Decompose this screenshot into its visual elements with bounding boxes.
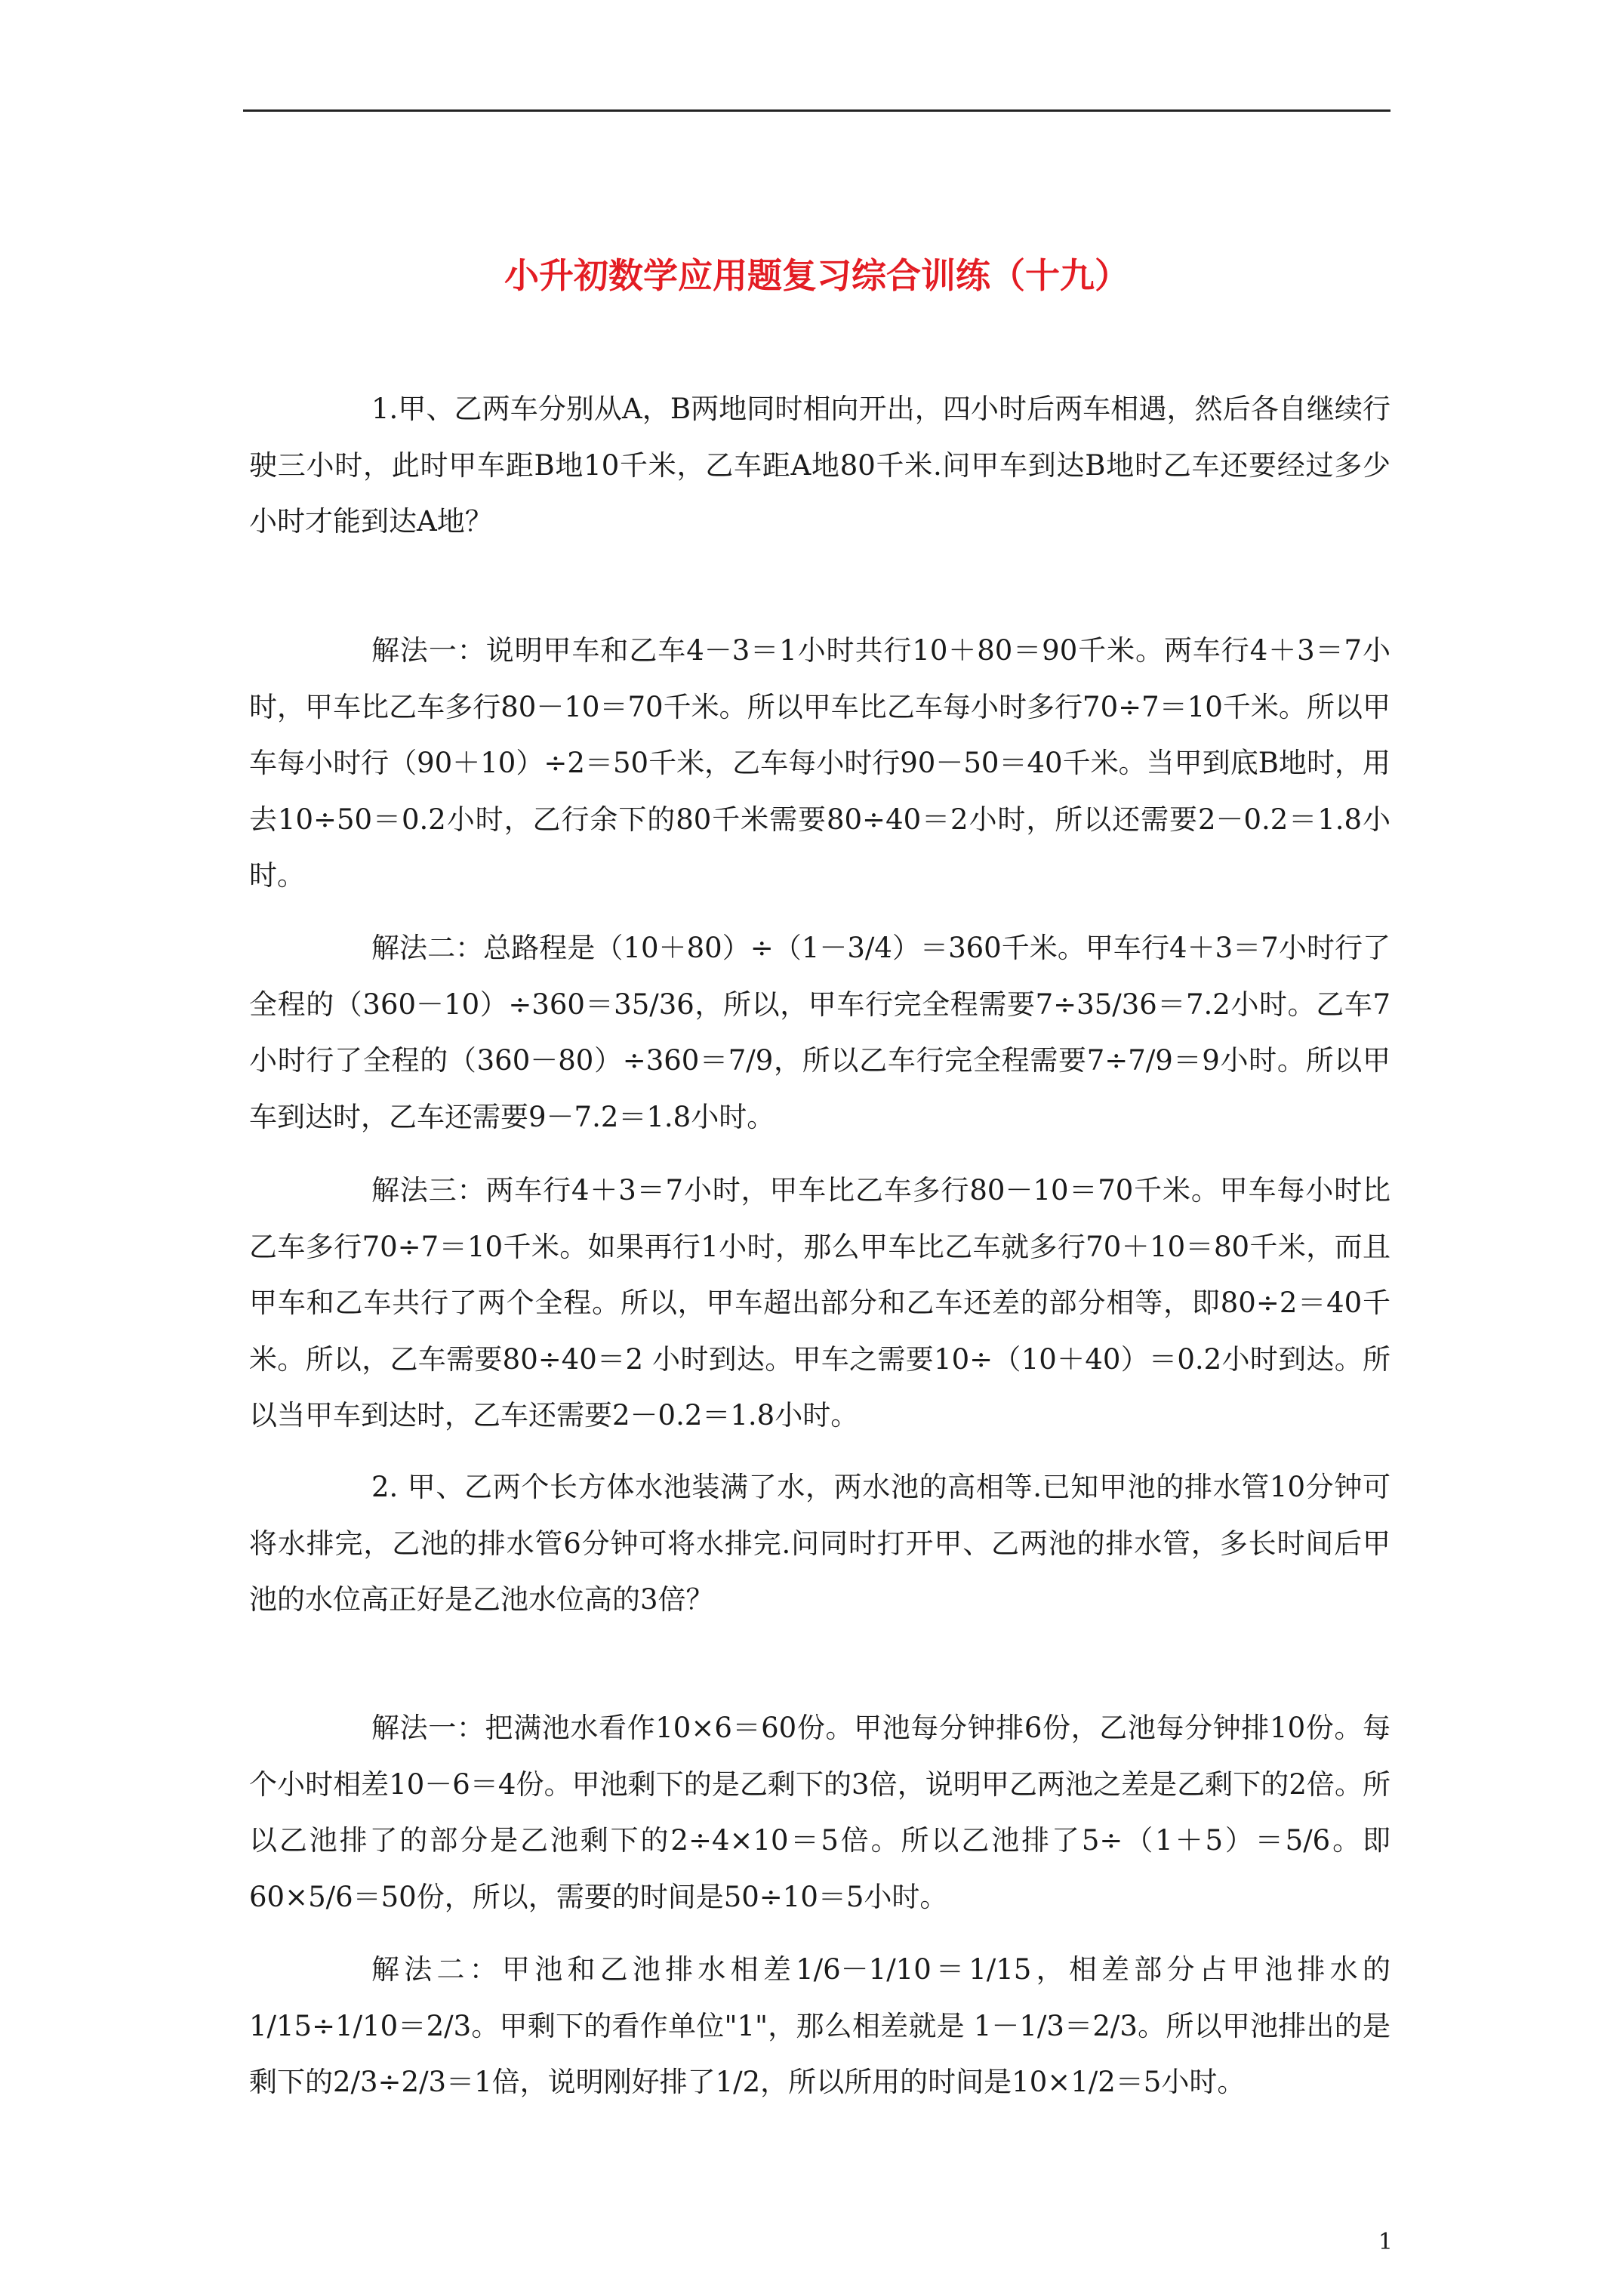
problem-1-text: 1.甲、乙两车分别从A，B两地同时相向开出，四小时后两车相遇，然后各自继续行驶三小时，此时甲车距B地10千米，乙车距A地80千米.问甲车到达B地时乙车还要经过多少小时才能到达A地？ — [249, 393, 1390, 538]
problem-1-solution-2: 解法二：总路程是（10＋80）÷（1－3/4）＝360千米。甲车行4＋3＝7小时行了全程的（360－10）÷360＝35/36，所以，甲车行完全程需要7÷35/36＝7.2小时。乙车7小时行了全程的（360－80）÷360＝7/9，所以乙车行完全程需要7÷7/9＝9小时。所以甲车到达时，乙车还需要9－7.2＝1.8小时。 — [249, 932, 1390, 1133]
problem-2-solution-1: 解法一：把满池水看作10×6＝60份。甲池每分钟排6份，乙池每分钟排10份。每个小时相差10－6＝4份。甲池剩下的是乙剩下的3倍，说明甲乙两池之差是乙剩下的2倍。所以乙池排了的部分是乙池剩下的2÷4×10＝5倍。所以乙池排了5÷（1＋5）＝5/6。即60×5/6＝50份，所以，需要的时间是50÷10＝5小时。 — [249, 1712, 1390, 1913]
problem-2-text: 2. 甲、乙两个长方体水池装满了水，两水池的高相等.已知甲池的排水管10分钟可将水排完，乙池的排水管6分钟可将水排完.问同时打开甲、乙两池的排水管，多长时间后甲池的水位高正好是乙池水位高的3倍？ — [249, 1471, 1390, 1616]
problem-1-solution-3: 解法三：两车行4＋3＝7小时，甲车比乙车多行80－10＝70千米。甲车每小时比乙车多行70÷7＝10千米。如果再行1小时，那么甲车比乙车就多行70＋10＝80千米，而且甲车和乙车共行了两个全程。所以，甲车超出部分和乙车还差的部分相等，即80÷2＝40千米。所以，乙车需要80÷40＝2 小时到达。甲车之需要10÷（10＋40）＝0.2小时到达。所以当甲车到达时，乙车还需要2－0.2＝1.8小时。 — [249, 1174, 1390, 1432]
header-rule — [243, 109, 1390, 112]
problem-2-solution-2: 解法二：甲池和乙池排水相差1/6－1/10＝1/15，相差部分占甲池排水的1/15÷1/10＝2/3。甲剩下的看作单位"1"，那么相差就是 1－1/3＝2/3。所以甲池排出的是剩下的2/3÷2/3＝1倍，说明刚好排了1/2，所以所用的时间是10×1/2＝5小时。 — [249, 1953, 1390, 2098]
document-title: 小升初数学应用题复习综合训练（十九） — [504, 255, 1129, 296]
page-number: 1 — [1378, 2229, 1393, 2255]
problem-1-solution-1: 解法一：说明甲车和乙车4－3＝1小时共行10＋80＝90千米。两车行4＋3＝7小时，甲车比乙车多行80－10＝70千米。所以甲车比乙车每小时多行70÷7＝10千米。所以甲车每小时行（90＋10）÷2＝50千米，乙车每小时行90－50＝40千米。当甲到底B地时，用去10÷50＝0.2小时，乙行余下的80千米需要80÷40＝2小时，所以还需要2－0.2＝1.8小时。 — [249, 634, 1390, 892]
